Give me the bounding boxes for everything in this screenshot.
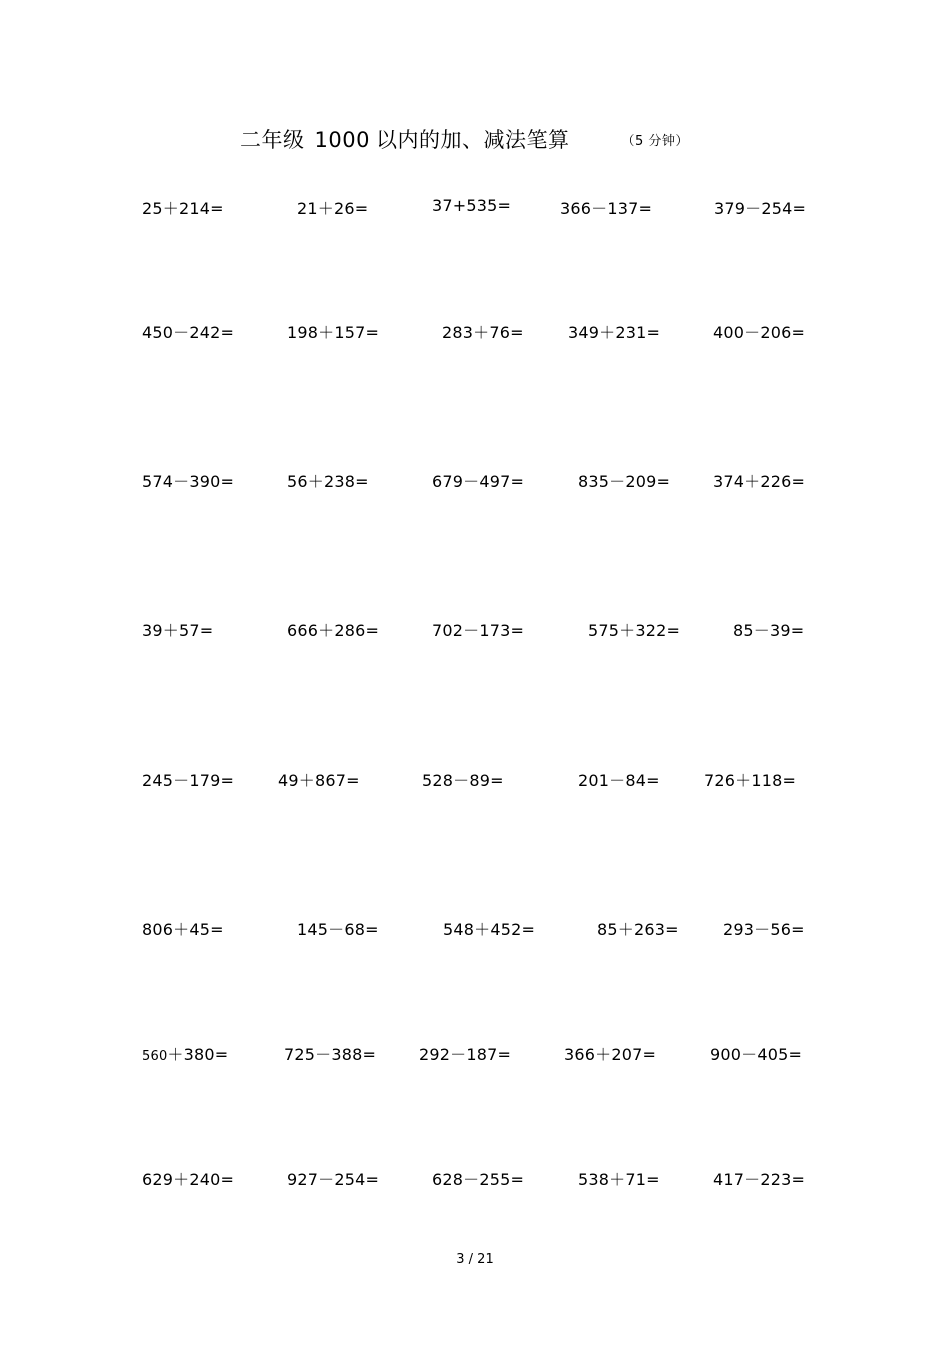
- problem: 25＋214=: [142, 199, 224, 218]
- page-title: [240, 124, 689, 154]
- problem: 574－390=: [142, 472, 235, 491]
- problem: 198＋157=: [287, 323, 380, 342]
- problem: 679－497=: [432, 472, 525, 491]
- problem: 37+535=: [432, 196, 512, 215]
- problem: 538＋71=: [578, 1170, 660, 1189]
- problem: 366＋207=: [564, 1045, 657, 1064]
- problem: 366－137=: [560, 199, 653, 218]
- problem: 629＋240=: [142, 1170, 235, 1189]
- problem: 450－242=: [142, 323, 235, 342]
- problem-row-8: [0, 1167, 950, 1191]
- problem: 575＋322=: [588, 621, 681, 640]
- problem: 201－84=: [578, 771, 660, 790]
- problem: 379－254=: [714, 199, 807, 218]
- problem: 283＋76=: [442, 323, 524, 342]
- problem: 292－187=: [419, 1045, 512, 1064]
- title-rest: 以内的加、减法笔算: [375, 128, 570, 152]
- title-number: 1000: [314, 128, 370, 152]
- problem: 927－254=: [287, 1170, 380, 1189]
- problem-row-4: [0, 618, 950, 642]
- problem: 417－223=: [713, 1170, 806, 1189]
- problem-row-3: [0, 469, 950, 493]
- problem: 245－179=: [142, 771, 235, 790]
- problem: 145－68=: [297, 920, 379, 939]
- problem: 349＋231=: [568, 323, 661, 342]
- problem: 56＋238=: [287, 472, 369, 491]
- problem: 806＋45=: [142, 920, 224, 939]
- problem: 39＋57=: [142, 621, 214, 640]
- problem: 725－388=: [284, 1045, 377, 1064]
- problem: 400－206=: [713, 323, 806, 342]
- problem: 85＋263=: [597, 920, 679, 939]
- problem-row-2: [0, 320, 950, 344]
- problem: 293－56=: [723, 920, 805, 939]
- problem: 900－405=: [710, 1045, 803, 1064]
- problem: 49＋867=: [278, 771, 360, 790]
- page-number: 3 / 21: [456, 1252, 494, 1267]
- problem: 85－39=: [733, 621, 805, 640]
- problem: 726＋118=: [704, 771, 797, 790]
- problem-rest: ＋380=: [167, 1045, 229, 1064]
- problem: 21＋26=: [297, 199, 369, 218]
- problem: 702－173=: [432, 621, 525, 640]
- title-grade: 二年级: [240, 128, 305, 152]
- problem: 666＋286=: [287, 621, 380, 640]
- problem-row-5: [0, 768, 950, 792]
- problem: [142, 1042, 228, 1065]
- problem-row-6: [0, 917, 950, 941]
- problem-first-operand: 560: [142, 1049, 168, 1064]
- problem: 548＋452=: [443, 920, 536, 939]
- problem: 835－209=: [578, 472, 671, 491]
- problem-row-7: [0, 1042, 950, 1066]
- problem: 628－255=: [432, 1170, 525, 1189]
- problem: 528－89=: [422, 771, 504, 790]
- problem-row-1: [0, 196, 950, 220]
- title-time-limit: （5 分钟）: [621, 134, 689, 149]
- problem: 374＋226=: [713, 472, 806, 491]
